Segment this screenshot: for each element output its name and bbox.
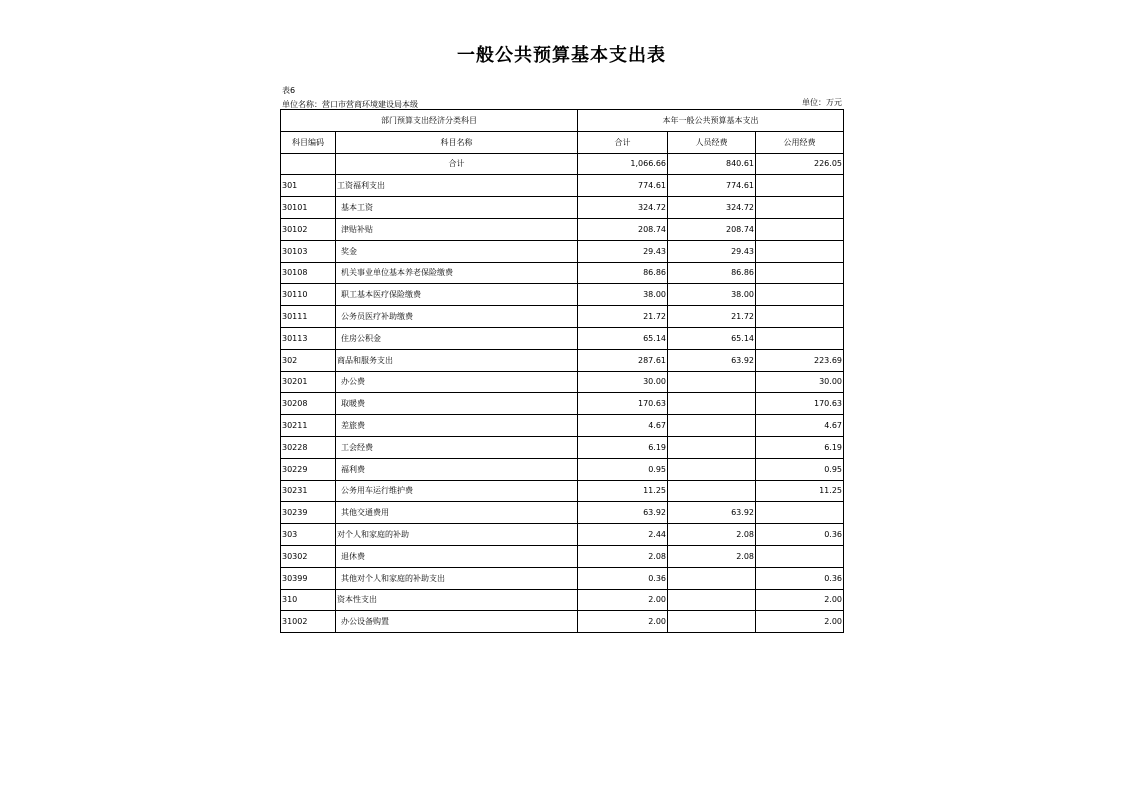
row-personnel [668,393,756,415]
row-code: 30108 [281,262,336,284]
row-personnel [668,589,756,611]
row-total: 86.86 [578,262,668,284]
row-code: 30111 [281,306,336,328]
row-personnel: 65.14 [668,327,756,349]
row-code: 30239 [281,502,336,524]
table-row [281,197,844,219]
header-column-row [281,131,844,153]
row-total: 0.95 [578,458,668,480]
row-name: 工会经费 [336,436,578,458]
row-code: 310 [281,589,336,611]
row-total: 6.19 [578,436,668,458]
row-public: 0.36 [756,524,844,546]
row-total: 0.36 [578,567,668,589]
row-code: 303 [281,524,336,546]
row-total: 4.67 [578,415,668,437]
row-personnel: 2.08 [668,545,756,567]
summary-row [281,153,844,175]
summary-total: 1,066.66 [578,153,668,175]
row-personnel [668,611,756,633]
row-public: 223.69 [756,349,844,371]
row-personnel: 63.92 [668,349,756,371]
table-row [281,218,844,240]
row-total: 38.00 [578,284,668,306]
row-public: 6.19 [756,436,844,458]
row-public: 170.63 [756,393,844,415]
row-personnel: 21.72 [668,306,756,328]
header-public: 公用经费 [756,131,844,153]
table-row [281,567,844,589]
table-row [281,306,844,328]
row-name: 退休费 [336,545,578,567]
row-personnel: 2.08 [668,524,756,546]
row-personnel [668,415,756,437]
row-code: 30229 [281,458,336,480]
row-total: 29.43 [578,240,668,262]
table-row [281,262,844,284]
row-total: 2.08 [578,545,668,567]
table-row [281,480,844,502]
row-public: 0.95 [756,458,844,480]
row-name: 住房公积金 [336,327,578,349]
header-total: 合计 [578,131,668,153]
table-row [281,349,844,371]
header-group-row [281,110,844,132]
table-row [281,545,844,567]
row-total: 208.74 [578,218,668,240]
summary-public: 226.05 [756,153,844,175]
summary-personnel: 840.61 [668,153,756,175]
table-row [281,175,844,197]
row-public [756,502,844,524]
table-row [281,589,844,611]
header-code: 科目编码 [281,131,336,153]
page-title: 一般公共预算基本支出表 [457,45,666,66]
row-personnel: 324.72 [668,197,756,219]
row-name: 福利费 [336,458,578,480]
table-row [281,240,844,262]
row-public [756,545,844,567]
row-public: 0.36 [756,567,844,589]
row-code: 30110 [281,284,336,306]
row-name: 津贴补贴 [336,218,578,240]
row-name: 奖金 [336,240,578,262]
row-code: 30228 [281,436,336,458]
table-row [281,458,844,480]
row-total: 63.92 [578,502,668,524]
row-code: 30101 [281,197,336,219]
row-name: 差旅费 [336,415,578,437]
row-total: 774.61 [578,175,668,197]
header-basic-expenditure: 本年一般公共预算基本支出 [578,110,844,132]
row-name: 公务员医疗补助缴费 [336,306,578,328]
table-row [281,415,844,437]
budget-table [280,109,844,633]
row-personnel: 208.74 [668,218,756,240]
row-personnel: 86.86 [668,262,756,284]
row-code: 30231 [281,480,336,502]
row-name: 商品和服务支出 [336,349,578,371]
row-personnel: 29.43 [668,240,756,262]
table-row [281,371,844,393]
row-code: 301 [281,175,336,197]
row-name: 取暖费 [336,393,578,415]
table-row [281,436,844,458]
row-name: 资本性支出 [336,589,578,611]
row-name: 基本工资 [336,197,578,219]
row-total: 2.00 [578,589,668,611]
row-public [756,197,844,219]
row-public [756,240,844,262]
row-total: 21.72 [578,306,668,328]
row-code: 30211 [281,415,336,437]
row-total: 65.14 [578,327,668,349]
row-personnel [668,371,756,393]
row-personnel: 63.92 [668,502,756,524]
row-public: 4.67 [756,415,844,437]
row-personnel: 38.00 [668,284,756,306]
row-code: 30113 [281,327,336,349]
row-total: 287.61 [578,349,668,371]
row-public [756,284,844,306]
row-name: 职工基本医疗保险缴费 [336,284,578,306]
table-row [281,393,844,415]
row-code: 30302 [281,545,336,567]
row-name: 其他交通费用 [336,502,578,524]
table-row [281,284,844,306]
row-code: 30103 [281,240,336,262]
row-total: 2.00 [578,611,668,633]
row-public [756,175,844,197]
row-name: 机关事业单位基本养老保险缴费 [336,262,578,284]
row-total: 324.72 [578,197,668,219]
row-personnel: 774.61 [668,175,756,197]
row-code: 30208 [281,393,336,415]
row-code: 30201 [281,371,336,393]
row-name: 办公费 [336,371,578,393]
row-name: 对个人和家庭的补助 [336,524,578,546]
row-personnel [668,458,756,480]
table-row [281,502,844,524]
row-name: 公务用车运行维护费 [336,480,578,502]
row-public: 2.00 [756,589,844,611]
header-classification: 部门预算支出经济分类科目 [281,110,578,132]
currency-unit: 单位：万元 [802,98,842,107]
unit-name: 单位名称：营口市营商环境建设局本级 [282,100,418,109]
summary-code-cell [281,153,336,175]
row-total: 30.00 [578,371,668,393]
row-name: 工资福利支出 [336,175,578,197]
row-name: 其他对个人和家庭的补助支出 [336,567,578,589]
row-personnel [668,436,756,458]
row-total: 170.63 [578,393,668,415]
row-name: 办公设备购置 [336,611,578,633]
row-public [756,306,844,328]
row-code: 30399 [281,567,336,589]
row-code: 30102 [281,218,336,240]
row-personnel [668,567,756,589]
header-personnel: 人员经费 [668,131,756,153]
row-public: 11.25 [756,480,844,502]
row-total: 2.44 [578,524,668,546]
row-total: 11.25 [578,480,668,502]
table-row [281,327,844,349]
row-public [756,262,844,284]
table-row [281,524,844,546]
summary-label: 合计 [336,153,578,175]
row-public [756,327,844,349]
header-name: 科目名称 [336,131,578,153]
row-code: 302 [281,349,336,371]
table-number: 表6 [282,86,296,95]
row-public: 30.00 [756,371,844,393]
row-code: 31002 [281,611,336,633]
row-public [756,218,844,240]
row-public: 2.00 [756,611,844,633]
table-row [281,611,844,633]
row-personnel [668,480,756,502]
